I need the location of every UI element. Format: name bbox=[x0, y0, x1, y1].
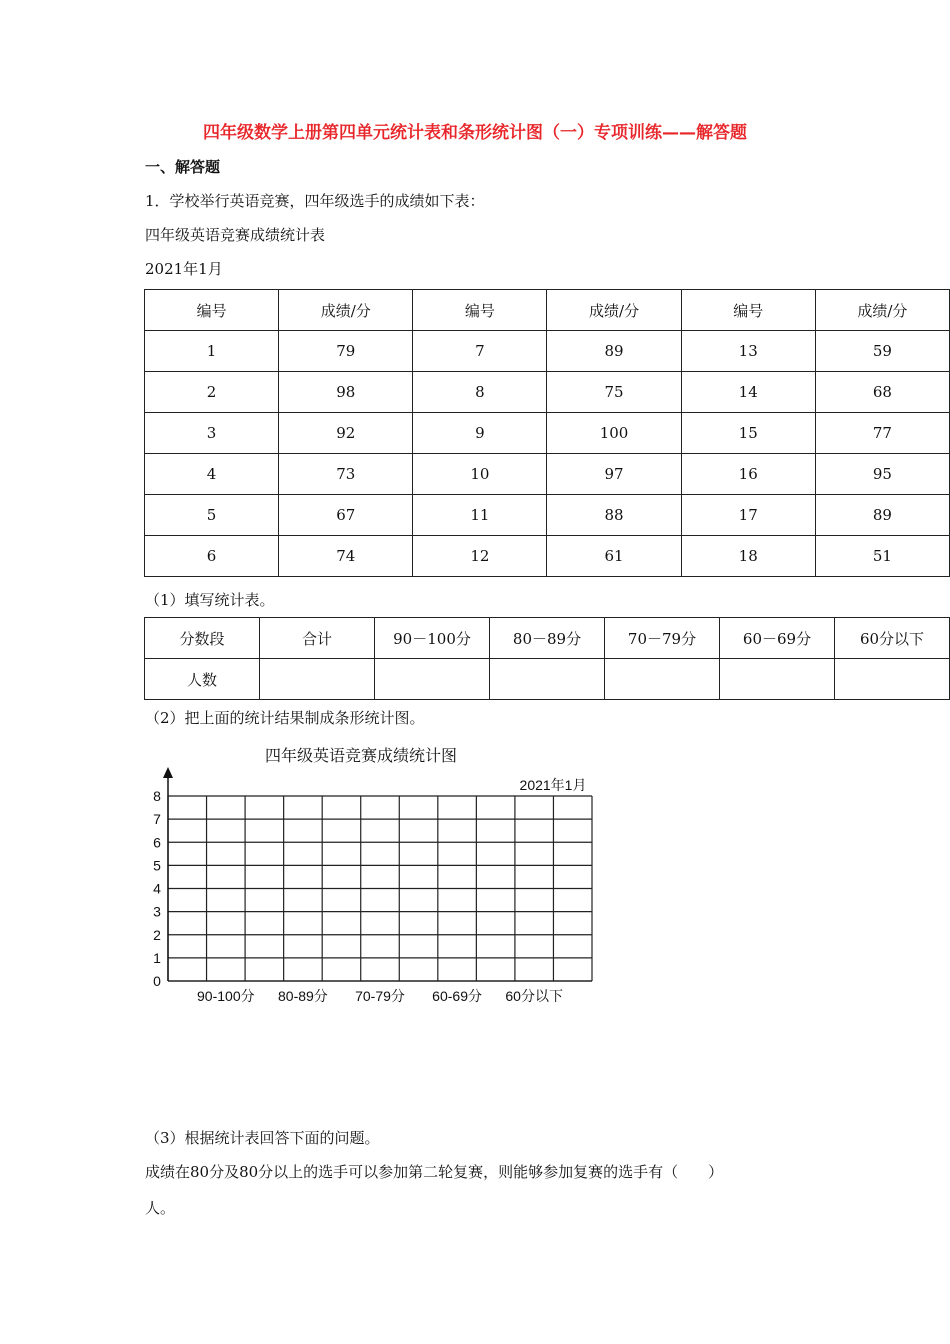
table-cell: 7 bbox=[413, 331, 547, 372]
table-cell: 68 bbox=[815, 372, 949, 413]
table-cell: 2 bbox=[145, 372, 279, 413]
y-tick-label: 0 bbox=[153, 973, 161, 989]
table-title: 四年级英语竞赛成绩统计表 bbox=[145, 226, 326, 244]
table-header-row bbox=[145, 290, 950, 331]
part1-label: （1）填写统计表。 bbox=[145, 591, 275, 609]
y-tick-label: 5 bbox=[153, 857, 161, 874]
scores-table bbox=[144, 289, 950, 577]
answer-cell-70-79[interactable] bbox=[605, 659, 720, 700]
summary-header-cell: 60－69分 bbox=[720, 618, 835, 659]
table-cell: 59 bbox=[815, 331, 949, 372]
chart-grid bbox=[168, 796, 592, 981]
bar-chart bbox=[145, 738, 605, 1013]
y-tick-labels bbox=[153, 788, 161, 989]
summary-header-cell: 80－89分 bbox=[490, 618, 605, 659]
header-cell: 成绩/分 bbox=[547, 290, 681, 331]
part2-label: （2）把上面的统计结果制成条形统计图。 bbox=[145, 709, 425, 727]
y-tick-label: 6 bbox=[153, 834, 161, 851]
part3-question: 成绩在80分及80分以上的选手可以参加第二轮复赛，则能够参加复赛的选手有（ ） bbox=[145, 1163, 724, 1181]
answer-cell-90-100[interactable] bbox=[375, 659, 490, 700]
table-cell: 77 bbox=[815, 413, 949, 454]
table-row bbox=[145, 331, 950, 372]
header-cell: 成绩/分 bbox=[279, 290, 413, 331]
question-intro: 1．学校举行英语竞赛，四年级选手的成绩如下表： bbox=[145, 192, 485, 210]
table-cell: 51 bbox=[815, 536, 949, 577]
table-cell: 92 bbox=[279, 413, 413, 454]
table-row bbox=[145, 495, 950, 536]
y-tick-label: 2 bbox=[153, 926, 161, 943]
table-cell: 98 bbox=[279, 372, 413, 413]
x-tick-label: 70-79分 bbox=[355, 988, 405, 1004]
summary-header-cell: 合计 bbox=[260, 618, 375, 659]
header-cell: 成绩/分 bbox=[815, 290, 949, 331]
table-cell: 5 bbox=[145, 495, 279, 536]
summary-header-cell: 90－100分 bbox=[375, 618, 490, 659]
table-date: 2021年1月 bbox=[145, 260, 223, 278]
header-cell: 编号 bbox=[145, 290, 279, 331]
table-cell: 89 bbox=[815, 495, 949, 536]
table-cell: 15 bbox=[681, 413, 815, 454]
document-title: 四年级数学上册第四单元统计表和条形统计图（一）专项训练——解答题 bbox=[203, 123, 747, 143]
table-cell: 73 bbox=[279, 454, 413, 495]
summary-header-cell: 60分以下 bbox=[835, 618, 950, 659]
table-cell: 74 bbox=[279, 536, 413, 577]
table-cell: 95 bbox=[815, 454, 949, 495]
answer-cell-total[interactable] bbox=[260, 659, 375, 700]
y-tick-label: 4 bbox=[153, 880, 161, 897]
header-cell: 编号 bbox=[413, 290, 547, 331]
table-cell: 10 bbox=[413, 454, 547, 495]
table-cell: 17 bbox=[681, 495, 815, 536]
x-tick-label: 60分以下 bbox=[505, 988, 563, 1004]
table-cell: 89 bbox=[547, 331, 681, 372]
table-cell: 100 bbox=[547, 413, 681, 454]
table-cell: 8 bbox=[413, 372, 547, 413]
section-heading: 一、解答题 bbox=[145, 158, 221, 176]
table-cell: 6 bbox=[145, 536, 279, 577]
y-tick-label: 7 bbox=[153, 811, 161, 828]
part3-question-continuation: 人。 bbox=[145, 1199, 176, 1217]
table-cell: 79 bbox=[279, 331, 413, 372]
answer-cell-80-89[interactable] bbox=[490, 659, 605, 700]
table-cell: 18 bbox=[681, 536, 815, 577]
table-cell: 67 bbox=[279, 495, 413, 536]
header-cell: 编号 bbox=[681, 290, 815, 331]
table-cell: 1 bbox=[145, 331, 279, 372]
x-tick-label: 60-69分 bbox=[432, 988, 482, 1004]
table-cell: 11 bbox=[413, 495, 547, 536]
table-cell: 75 bbox=[547, 372, 681, 413]
x-tick-label: 90-100分 bbox=[197, 988, 255, 1004]
table-row bbox=[145, 536, 950, 577]
table-cell: 13 bbox=[681, 331, 815, 372]
table-cell: 4 bbox=[145, 454, 279, 495]
summary-header-cell: 70－79分 bbox=[605, 618, 720, 659]
table-row bbox=[145, 372, 950, 413]
part3-label: （3）根据统计表回答下面的问题。 bbox=[145, 1129, 380, 1147]
table-cell: 12 bbox=[413, 536, 547, 577]
summary-table bbox=[144, 617, 950, 700]
table-cell: 88 bbox=[547, 495, 681, 536]
table-cell: 9 bbox=[413, 413, 547, 454]
summary-header-row bbox=[145, 618, 950, 659]
summary-row-label: 人数 bbox=[145, 659, 260, 700]
table-cell: 16 bbox=[681, 454, 815, 495]
chart-date-label: 2021年1月 bbox=[519, 777, 587, 793]
summary-count-row bbox=[145, 659, 950, 700]
y-axis-arrow-icon bbox=[163, 767, 173, 778]
x-tick-labels bbox=[197, 988, 563, 1004]
table-cell: 14 bbox=[681, 372, 815, 413]
answer-cell-60-69[interactable] bbox=[720, 659, 835, 700]
table-cell: 61 bbox=[547, 536, 681, 577]
table-cell: 3 bbox=[145, 413, 279, 454]
x-tick-label: 80-89分 bbox=[278, 988, 328, 1004]
answer-cell-below-60[interactable] bbox=[835, 659, 950, 700]
y-tick-label: 8 bbox=[153, 788, 161, 804]
summary-header-cell: 分数段 bbox=[145, 618, 260, 659]
table-row bbox=[145, 413, 950, 454]
y-tick-label: 3 bbox=[153, 903, 161, 920]
table-cell: 97 bbox=[547, 454, 681, 495]
chart-title: 四年级英语竞赛成绩统计图 bbox=[264, 748, 458, 765]
y-tick-label: 1 bbox=[153, 949, 161, 966]
table-row bbox=[145, 454, 950, 495]
